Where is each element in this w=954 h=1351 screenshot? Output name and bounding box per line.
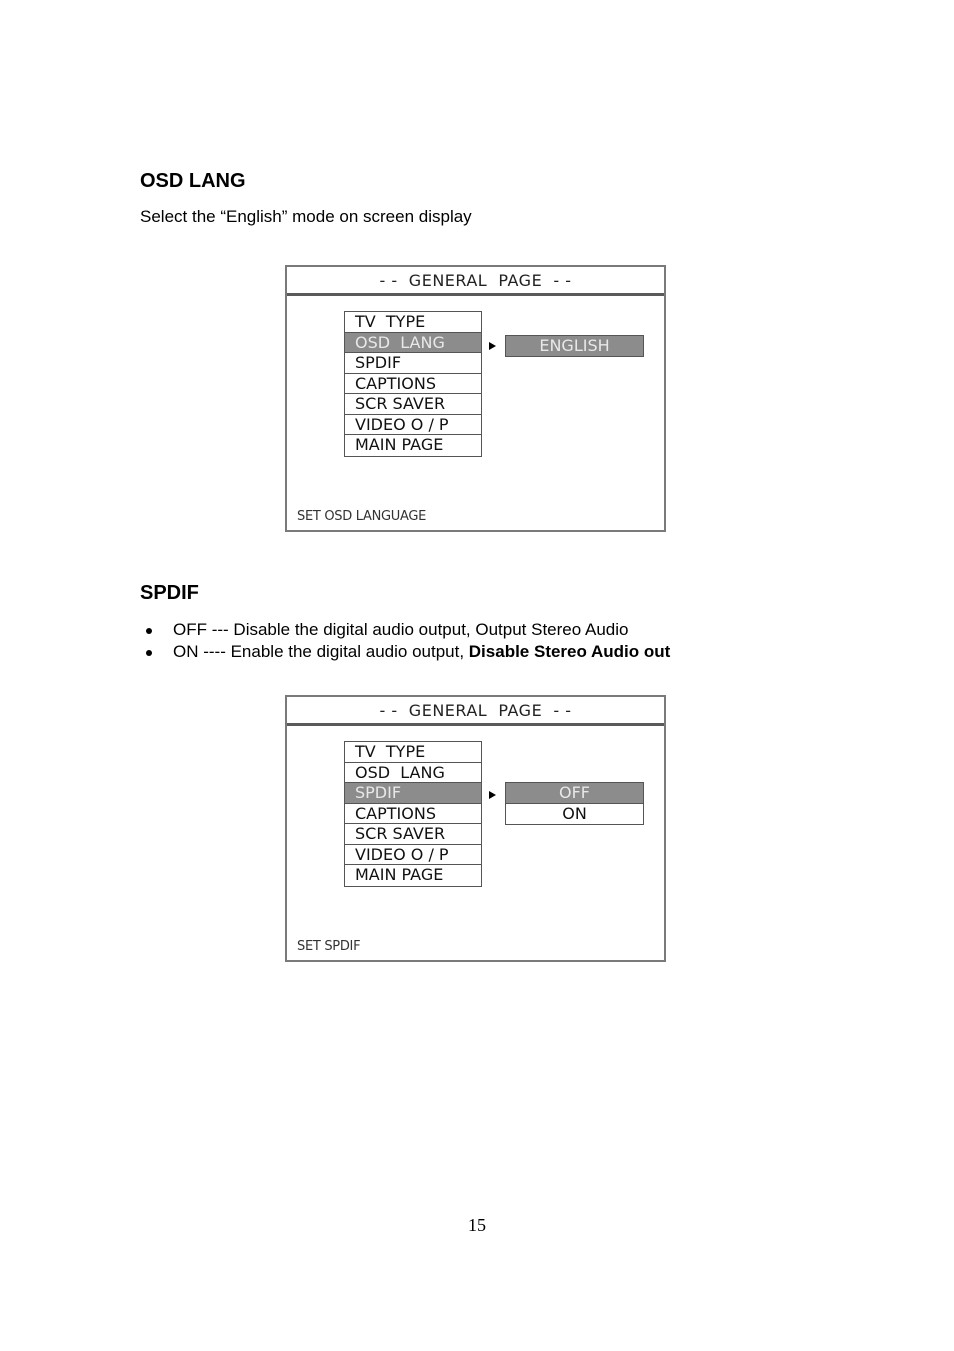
- arrow-right-icon: [489, 791, 496, 799]
- menu-item-spdif[interactable]: SPDIF: [345, 783, 481, 804]
- menu-item-osd-lang[interactable]: OSD LANG: [345, 333, 481, 354]
- menu-item-captions[interactable]: CAPTIONS: [345, 374, 481, 395]
- menu-list: [344, 311, 482, 457]
- menu-item-scr-saver[interactable]: SCR SAVER: [345, 824, 481, 845]
- list-item: [140, 619, 670, 641]
- status-text: SET OSD LANGUAGE: [297, 509, 427, 524]
- bullet-icon: [146, 650, 152, 656]
- menu-list: [344, 741, 482, 887]
- submenu-item-on[interactable]: ON: [562, 804, 587, 823]
- menu-item-scr-saver[interactable]: SCR SAVER: [345, 394, 481, 415]
- spdif-heading: SPDIF: [140, 582, 199, 604]
- bullet-text: ON ---- Enable the digital audio output,: [173, 642, 469, 661]
- bullet-bold-text: Disable Stereo Audio out: [468, 642, 671, 661]
- arrow-right-icon: [489, 342, 496, 350]
- list-item: [140, 641, 670, 663]
- bullet-icon: [146, 628, 152, 634]
- screen-title: - - GENERAL PAGE - -: [287, 267, 664, 296]
- menu-item-tv-type[interactable]: TV TYPE: [345, 742, 481, 763]
- menu-item-main-page[interactable]: MAIN PAGE: [355, 865, 444, 884]
- osd-lang-heading: OSD LANG: [140, 170, 246, 192]
- bullet-text: OFF --- Disable the digital audio output, Output Stereo Audio: [173, 620, 629, 639]
- menu-item-video-op[interactable]: VIDEO O / P: [345, 415, 481, 436]
- submenu-item-english[interactable]: ENGLISH: [506, 336, 643, 356]
- screen-title: - - GENERAL PAGE - -: [287, 697, 664, 726]
- menu-item-osd-lang[interactable]: OSD LANG: [345, 763, 481, 784]
- spdif-screen: [285, 695, 666, 962]
- menu-item-captions[interactable]: CAPTIONS: [345, 804, 481, 825]
- osd-lang-description: Select the “English” mode on screen display: [140, 207, 472, 226]
- status-text: SET SPDIF: [297, 939, 361, 954]
- menu-item-spdif[interactable]: SPDIF: [345, 353, 481, 374]
- page-number: 15: [468, 1215, 486, 1235]
- submenu-list: [505, 335, 644, 357]
- menu-item-video-op[interactable]: VIDEO O / P: [345, 845, 481, 866]
- menu-item-main-page[interactable]: MAIN PAGE: [355, 435, 444, 454]
- submenu-list: [505, 782, 644, 825]
- osd-lang-screen: [285, 265, 666, 532]
- submenu-item-off[interactable]: OFF: [506, 783, 643, 804]
- spdif-bullet-list: [140, 619, 670, 663]
- menu-item-tv-type[interactable]: TV TYPE: [345, 312, 481, 333]
